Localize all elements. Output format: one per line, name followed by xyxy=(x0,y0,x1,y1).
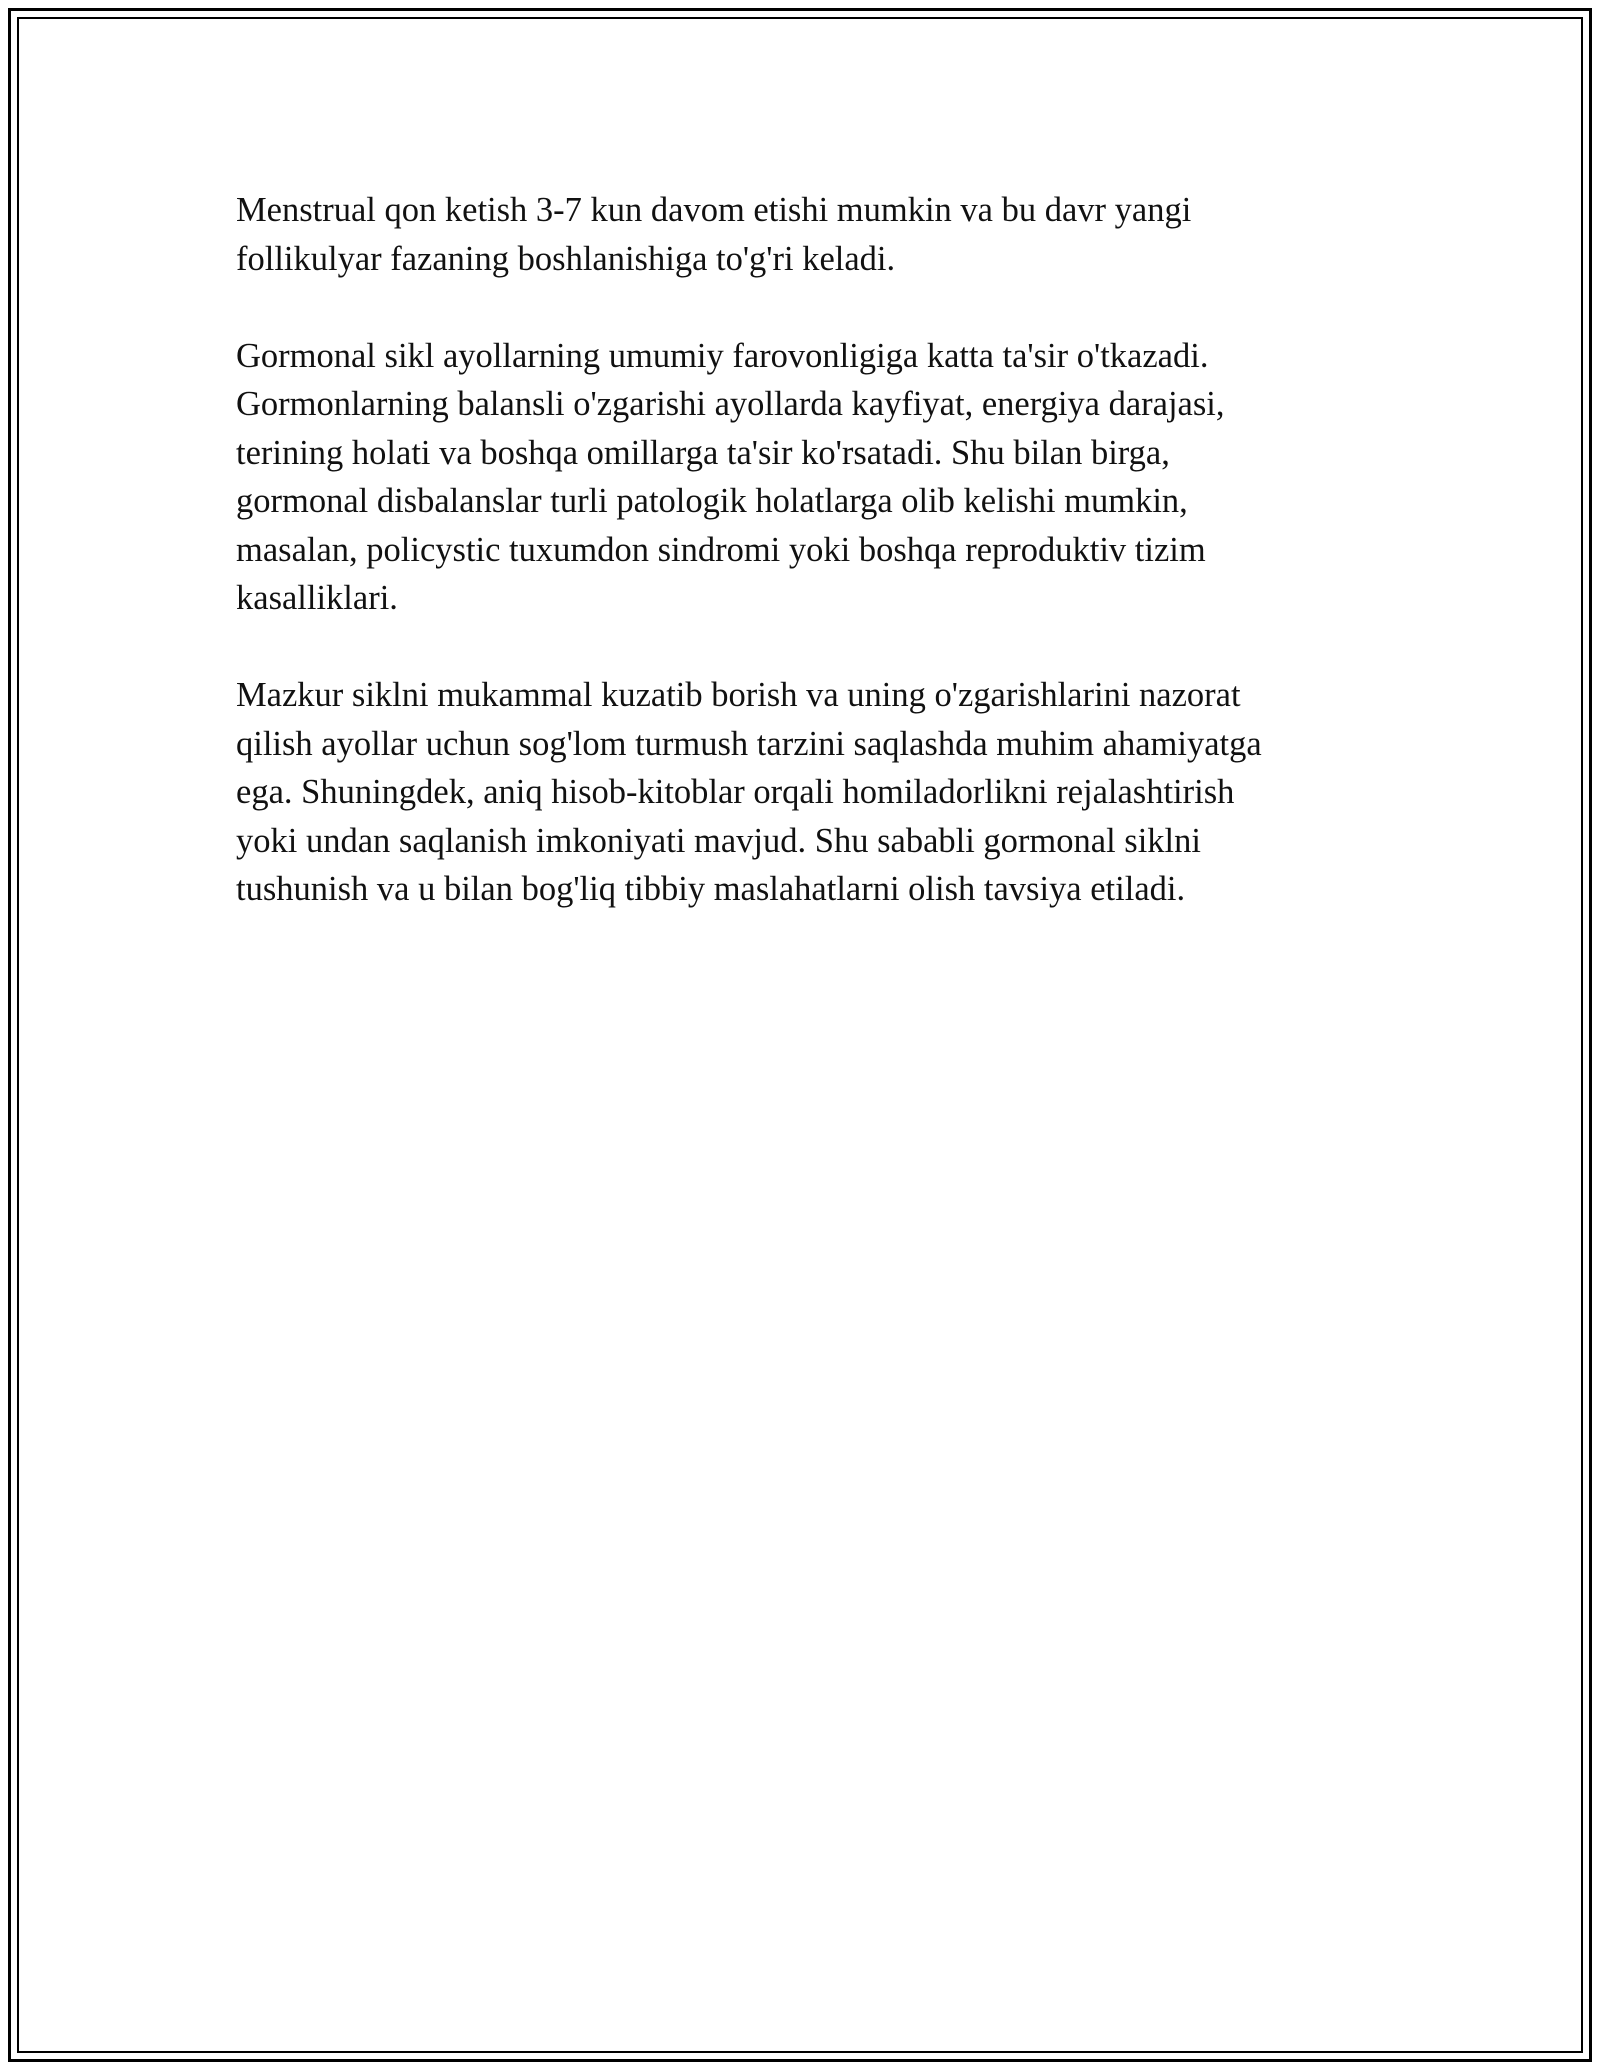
paragraph-1: Menstrual qon ketish 3-7 kun davom etishi mumkin va bu davr yangi follikulyar fazaning boshlanishiga to'g'ri keladi. xyxy=(236,191,1192,278)
paragraph-2: Gormonal sikl ayollarning umumiy farovonligiga katta ta'sir o'tkazadi. Gormonlarning balansli o'zgarishi ayollarda kayfiyat, energiya darajasi, terining holati va boshqa omillarga ta'sir ko'rsatadi. Shu bilan birga, gormonal disbalanslar turli patologik holatlarga olib kelishi mumkin, masalan, policystic tuxumdon sindromi yoki boshqa reproduktiv tizim kasalliklari. xyxy=(236,336,1225,617)
paragraph-3: Mazkur siklni mukammal kuzatib borish va uning o'zgarishlarini nazorat qilish ayollar uchun sog'lom turmush tarzini saqlashda muhim ahamiyatga ega. Shuningdek, aniq hisob-kitoblar orqali homiladorlikni rejalashtirish yoki undan saqlanish imkoniyati mavjud. Shu sababli gormonal siklni tushunish va u bilan bog'liq tibbiy maslahatlarni olish tavsiya etiladi. xyxy=(236,676,1262,908)
document-body xyxy=(236,186,1386,962)
